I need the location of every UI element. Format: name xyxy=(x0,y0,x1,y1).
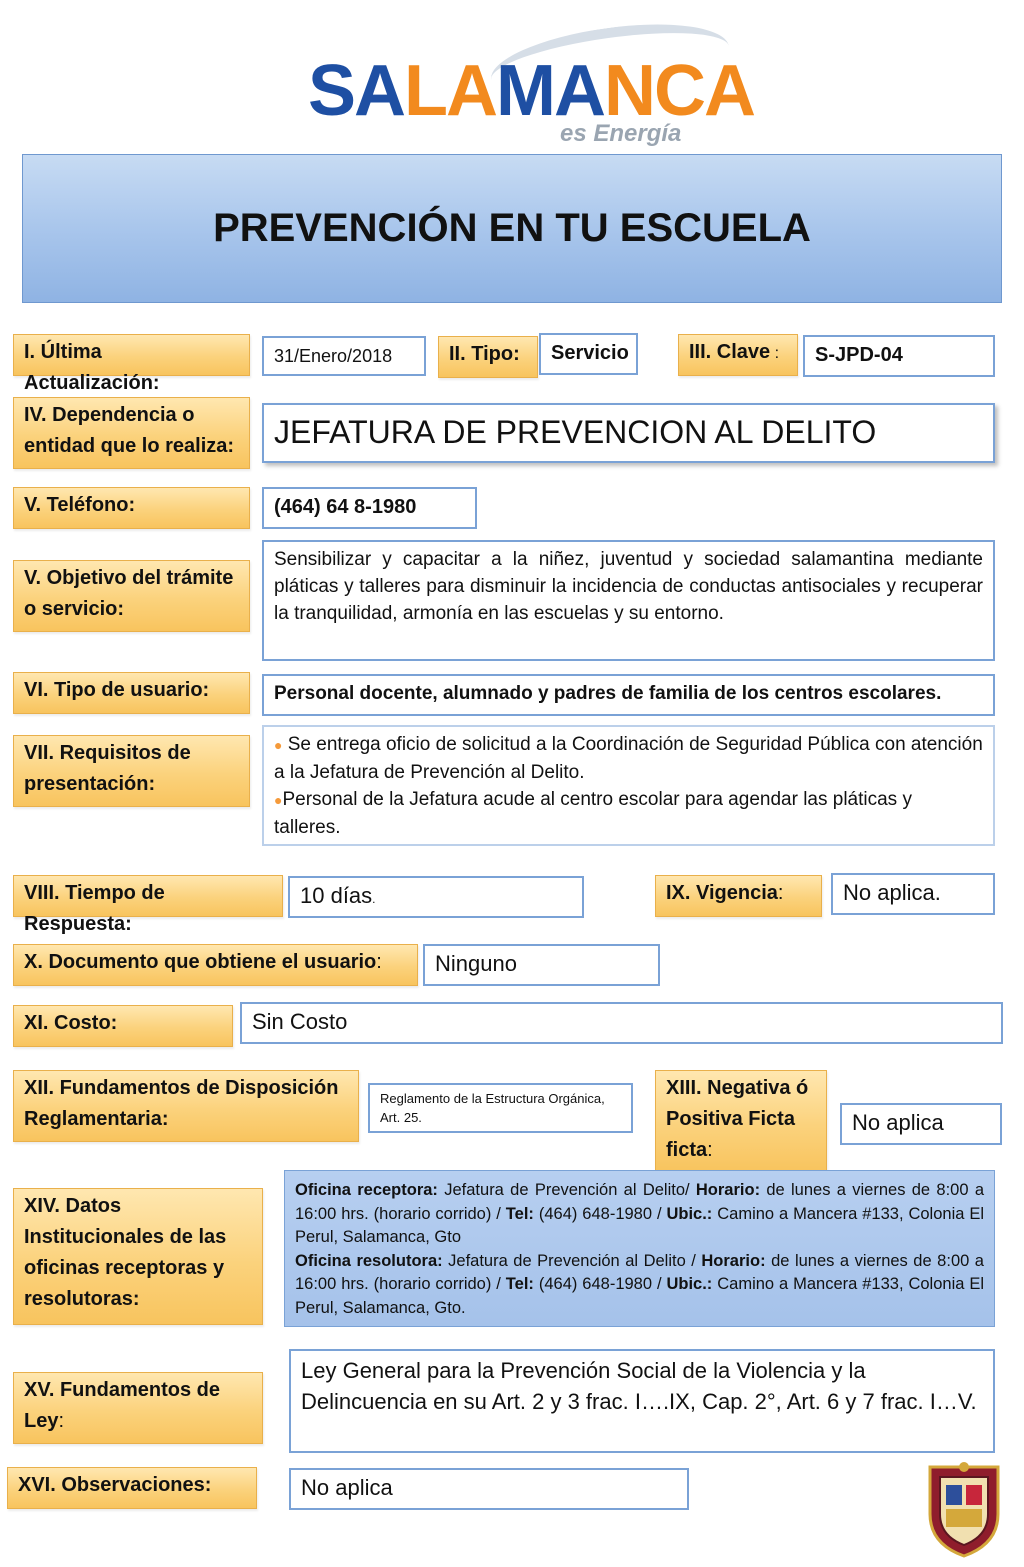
logo-tagline: es Energía xyxy=(560,120,682,147)
label-fundamentos-ley xyxy=(13,1372,263,1444)
ubic-key: Ubic.: xyxy=(666,1275,713,1293)
label-datos-institucionales xyxy=(13,1188,263,1325)
ubic-key: Ubic.: xyxy=(666,1204,713,1223)
value-fundamentos-disposicion: Reglamento de la Estructura Orgánica, Art. 25. xyxy=(368,1083,633,1133)
value-tipo-usuario: Personal docente, alumnado y padres de familia de los centros escolares. xyxy=(262,674,995,716)
tel-value: (464) 648-1980 / xyxy=(533,1204,667,1223)
salamanca-logo xyxy=(300,28,754,153)
municipal-crest-icon xyxy=(922,1459,1006,1559)
label-requisitos xyxy=(13,735,250,807)
value-clave: S-JPD-04 xyxy=(803,335,995,377)
label-tipo-usuario xyxy=(13,672,250,714)
tel-value: (464) 648-1980 / xyxy=(533,1275,667,1293)
label-costo xyxy=(13,1005,233,1047)
receptora-key: Oficina receptora: xyxy=(295,1181,438,1199)
requisito-text: Personal de la Jefatura acude al centro escolar para agendar las pláticas y talleres. xyxy=(274,789,912,838)
label-text: IV. Dependencia o entidad que lo realiza: xyxy=(24,404,235,457)
logo-part-1: SA xyxy=(308,51,405,131)
logo-wordmark xyxy=(308,50,754,132)
label-fundamentos-disposicion xyxy=(13,1070,359,1142)
label-objetivo xyxy=(13,560,250,632)
value-ultima-actualizacion: 31/Enero/2018 xyxy=(262,336,426,376)
value-text: 10 días xyxy=(300,883,373,908)
label-text: VI. Tipo de usuario: xyxy=(24,679,210,701)
value-objetivo: Sensibilizar y capacitar a la niñez, juventud y sociedad salamantina mediante pláticas y talleres para disminuir la incidencia de conductas antisociales y recuperar la tranquilidad, armonía en las escuelas y su entorno. xyxy=(262,540,995,661)
label-tipo xyxy=(438,336,538,378)
value-suffix: . xyxy=(372,892,376,906)
label-text: XII. Fundamentos de Disposición Reglamentaria: xyxy=(24,1077,339,1130)
value-costo: Sin Costo xyxy=(240,1002,1003,1044)
label-clave xyxy=(678,334,798,376)
bullet-icon: ● xyxy=(274,737,283,753)
label-text: XI. Costo: xyxy=(24,1012,118,1034)
label-text: III. Clave xyxy=(689,341,771,363)
horario-key: Horario: xyxy=(701,1251,766,1270)
bullet-icon: ● xyxy=(274,792,283,808)
label-ultima-actualizacion xyxy=(13,334,250,394)
page-title: PREVENCIÓN EN TU ESCUELA xyxy=(213,206,811,250)
value-datos-institucionales xyxy=(284,1170,995,1327)
label-text: II. Tipo: xyxy=(449,343,520,365)
tel-key: Tel: xyxy=(505,1204,534,1223)
logo-part-3: MA xyxy=(496,51,604,131)
logo-part-4: NCA xyxy=(604,51,754,131)
oficina-receptora xyxy=(295,1179,984,1250)
title-banner xyxy=(22,154,1002,303)
label-suffix: : xyxy=(707,1139,713,1161)
label-suffix: : xyxy=(777,882,784,904)
label-text: V. Teléfono: xyxy=(24,494,136,516)
label-text: XV. Fundamentos de Ley xyxy=(24,1379,220,1432)
label-telefono xyxy=(13,487,250,529)
label-text: V. Objetivo del trámite o servicio: xyxy=(24,567,234,620)
label-suffix: : xyxy=(58,1410,65,1432)
label-observaciones xyxy=(7,1467,257,1509)
horario-value: de lunes a viernes de 8:00 a 16:00 hrs. (horario corrido) / xyxy=(295,1251,984,1293)
value-tiempo-respuesta xyxy=(288,876,584,918)
tel-key: Tel: xyxy=(505,1275,534,1293)
value-telefono: (464) 64 8-1980 xyxy=(262,487,477,529)
label-text: XIV. Datos Institucionales de las oficinas receptoras y resolutoras: xyxy=(24,1195,227,1310)
label-text: I. Última Actualización: xyxy=(24,341,160,394)
label-text: VIII. Tiempo de Respuesta: xyxy=(24,882,165,935)
label-text: IX. Vigencia xyxy=(666,882,778,904)
label-tiempo-respuesta xyxy=(13,875,283,935)
label-text: XVI. Observaciones: xyxy=(18,1474,212,1496)
receptora-name: Jefatura de Prevención al Delito/ xyxy=(437,1181,696,1199)
label-text: VII. Requisitos de presentación: xyxy=(24,742,191,795)
value-dependencia: JEFATURA DE PREVENCION AL DELITO xyxy=(262,403,995,463)
oficina-resolutora xyxy=(295,1250,984,1321)
value-vigencia: No aplica. xyxy=(831,873,995,915)
value-tipo: Servicio xyxy=(539,333,638,375)
ubic-value: Camino a Mancera #133, Colonia El Perul, Salamanca, Gto. xyxy=(295,1275,985,1317)
label-negativa xyxy=(655,1070,827,1172)
value-observaciones: No aplica xyxy=(289,1468,689,1510)
resolutora-name: Jefatura de Prevención al Delito / xyxy=(442,1251,702,1270)
value-requisitos xyxy=(262,725,995,846)
horario-value: de lunes a viernes de 8:00 a 16:00 hrs. (horario corrido) / xyxy=(295,1181,984,1223)
value-negativa: No aplica xyxy=(840,1103,1002,1145)
requisito-item xyxy=(274,786,983,841)
label-vigencia xyxy=(655,875,822,917)
label-documento xyxy=(13,944,418,986)
label-text: X. Documento que obtiene el usuario xyxy=(24,951,377,973)
ubic-value: Camino a Mancera #133, Colonia El Perul, Salamanca, Gto xyxy=(295,1204,985,1246)
label-dependencia xyxy=(13,397,250,469)
horario-key: Horario: xyxy=(695,1181,761,1199)
value-fundamentos-ley: Ley General para la Prevención Social de la Violencia y la Delincuencia en su Art. 2 y 3 frac. I….IX, Cap. 2°, Art. 6 y 7 frac. I…V. xyxy=(289,1349,995,1453)
requisito-text: Se entrega oficio de solicitud a la Coordinación de Seguridad Pública con atención a la Jefatura de Prevención al Delito. xyxy=(274,734,983,783)
label-text: XIII. Negativa ó Positiva Ficta ficta xyxy=(666,1077,809,1161)
label-suffix: : xyxy=(376,951,382,973)
value-documento: Ninguno xyxy=(423,944,660,986)
logo-part-2: LA xyxy=(404,51,497,131)
resolutora-key: Oficina resolutora: xyxy=(295,1251,443,1270)
label-suffix: : xyxy=(770,345,780,362)
requisito-item xyxy=(274,731,983,786)
